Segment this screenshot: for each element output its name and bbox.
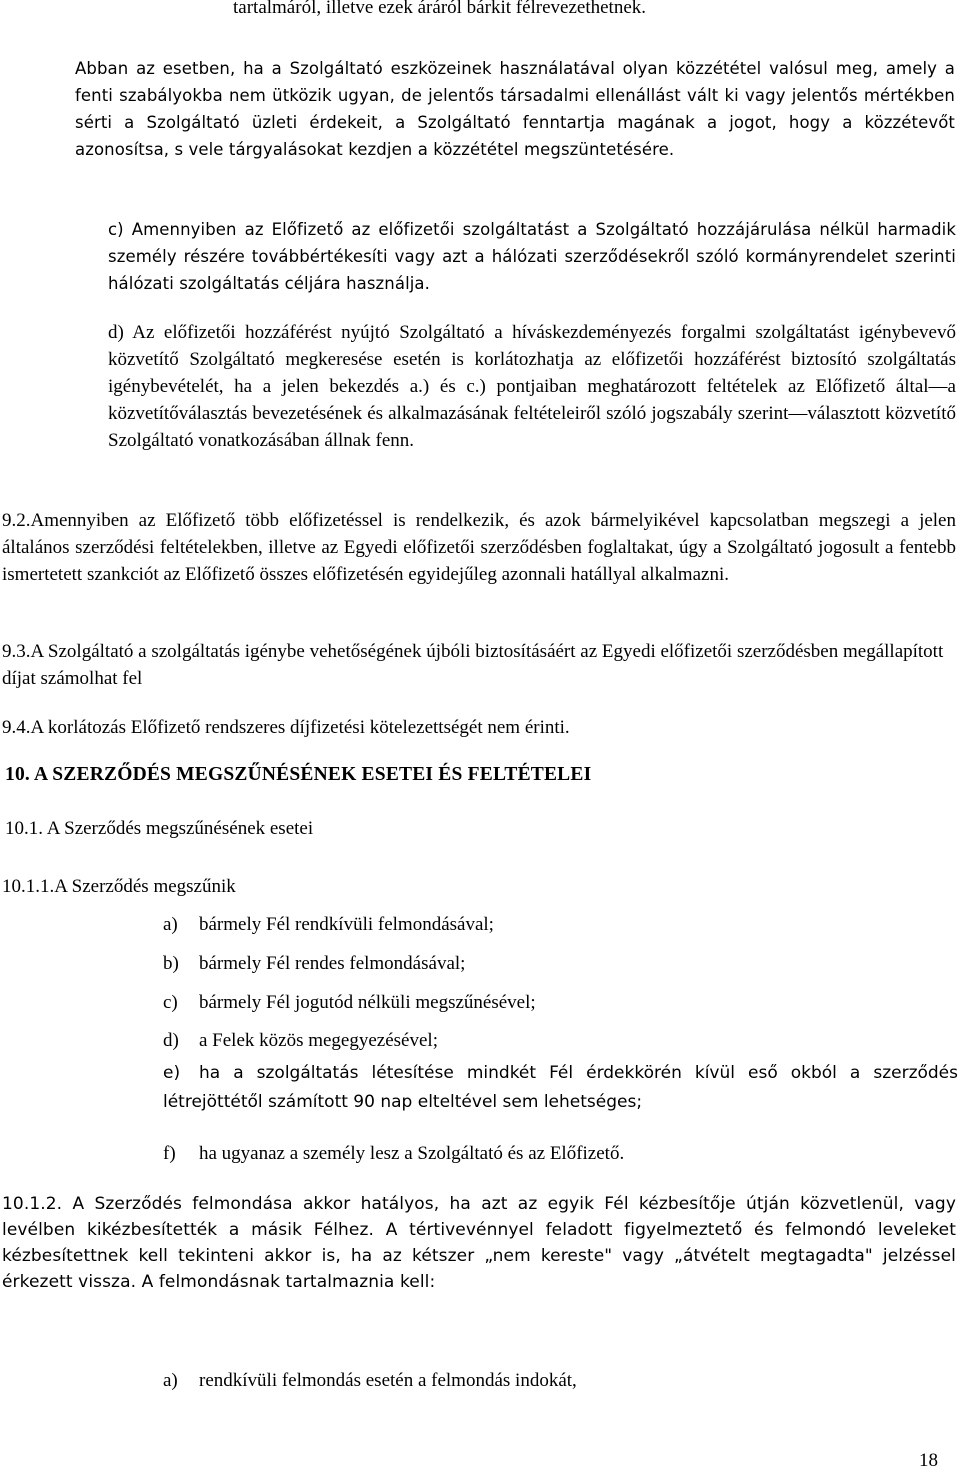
list-item: [163, 1140, 958, 1167]
paragraph-10-1-2: 10.1.2. A Szerződés felmondása akkor hatályos, ha azt az egyik Fél kézbesítője útján közvetlenül, vagy levélben kikézbesítették a másik Félhez. A tértivevénnyel feladott figyelmeztető és felmondó leveleket kézbesítettnek kell tekinteni akkor is, ha az kétszer „nem kereste" vagy „átvételt megtagadta" jelzéssel érkezett vissza. A felmondásnak tartalmaznia kell:: [2, 1194, 956, 1292]
page-number: 18: [919, 1450, 938, 1471]
list-item: [163, 1367, 958, 1394]
paragraph-d: d) Az előfizetői hozzáférést nyújtó Szolgáltató a híváskezdeményezés forgalmi szolgáltatást igénybevevő közvetítő Szolgáltató megkeresése esetén is korlátozhatja az előfizetői hozzáférést biztosító szolgáltatás igénybevételét, ha a jelen bekezdés a.) és c.) pontjaiban meghatározott feltételek az Előfizető által—a közvetítőválasztás bevezetésének és alkalmazásának feltételeiről szóló jogszabály szerint—választott közvetítő Szolgáltató vonatkozásában állnak fenn.: [108, 322, 956, 451]
list-item: [163, 1027, 958, 1054]
paragraph-c: c) Amennyiben az Előfizető az előfizetői szolgáltatást a Szolgáltató hozzájárulása nélkül harmadik személy részére továbbértékesíti vagy azt a hálózati szerződésekről szóló kormányrendelet szerinti hálózati szolgáltatás céljára használja.: [108, 220, 956, 293]
section-heading-10: 10. A SZERZŐDÉS MEGSZŰNÉSÉNEK ESETEI ÉS FELTÉTELEI: [5, 764, 592, 785]
list-item-text: bármely Fél jogutód nélküli megszűnésével;: [199, 992, 536, 1013]
list-item-text: bármely Fél rendes felmondásával;: [199, 953, 466, 974]
list-item: [163, 911, 958, 938]
list-item-label: a): [163, 914, 178, 935]
paragraph-abban: Abban az esetben, ha a Szolgáltató eszközeinek használatával olyan közzététel valósul meg, amely a fenti szabályokba nem ütközik ugyan, de jelentős társadalmi ellenállást vált ki vagy jelentős mértékben sérti a Szolgáltató üzleti érdekeit, a Szolgáltató fenntartja magának a jogot, hogy a közzétevőt azonosítsa, s vele tárgyalásokat kezdjen a közzététel megszüntetésére.: [75, 59, 955, 159]
list-item-text: bármely Fél rendkívüli felmondásával;: [199, 914, 494, 935]
paragraph-continuation: tartalmáról, illetve ezek áráról bárkit félrevezethetnek.: [233, 0, 647, 18]
subsection-heading-10-1: 10.1. A Szerződés megszűnésének esetei: [5, 818, 314, 839]
list-item: [163, 1059, 958, 1117]
list-item-text: rendkívüli felmondás esetén a felmondás indokát,: [199, 1370, 577, 1391]
list-item-label: b): [163, 953, 179, 974]
list-item-text: ha ugyanaz a személy lesz a Szolgáltató és az Előfizető.: [199, 1143, 625, 1164]
list-item-text: ha a szolgáltatás létesítése mindkét Fél érdekkörén kívül eső okból a szerződés létrejöttétől számított 90 nap elteltével sem lehetséges;: [163, 1063, 958, 1112]
list-item-label: f): [163, 1143, 176, 1164]
paragraph-9-3: 9.3.A Szolgáltató a szolgáltatás igénybe vehetőségének újbóli biztosításáért az Egyedi előfizetői szerződésben megállapított díjat számolhat fel: [2, 641, 944, 689]
list-item: [163, 950, 958, 977]
paragraph-9-4: 9.4.A korlátozás Előfizető rendszeres díjfizetési kötelezettségét nem érinti.: [2, 717, 570, 738]
list-item: [163, 989, 958, 1016]
paragraph-9-2: 9.2.Amennyiben az Előfizető több előfizetéssel is rendelkezik, és azok bármelyikével kapcsolatban megszegi a jelen általános szerződési feltételekben, illetve az Egyedi előfizetői szerződésben foglaltakat, úgy a Szolgáltató jogosult a fentebb ismertetett szankciót az Előfizető összes előfizetésén egyidejűleg azonnali hatállyal alkalmazni.: [2, 510, 956, 585]
subsection-heading-10-1-1: 10.1.1.A Szerződés megszűnik: [2, 876, 236, 897]
list-item-label: c): [163, 992, 178, 1013]
list-item-text: a Felek közös megegyezésével;: [199, 1030, 438, 1051]
list-item-label: e): [163, 1063, 181, 1083]
list-item-label: d): [163, 1030, 179, 1051]
list-item-label: a): [163, 1370, 178, 1391]
